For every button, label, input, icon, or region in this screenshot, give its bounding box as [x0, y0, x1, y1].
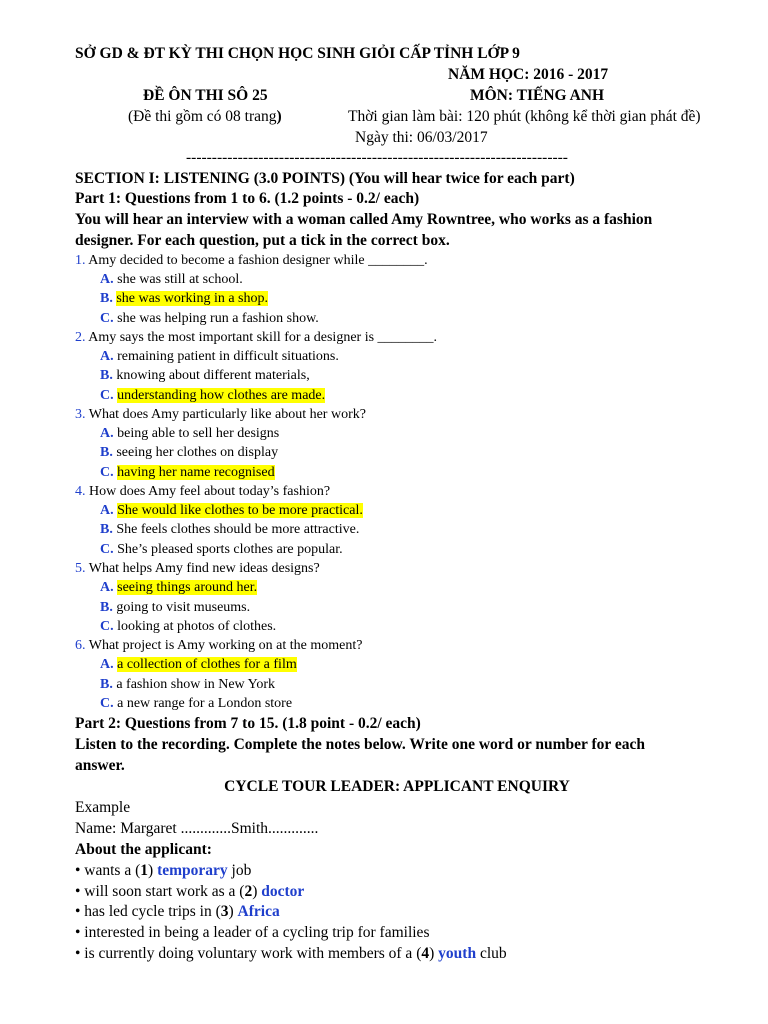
note-item: • interested in being a leader of a cycling trip for families — [75, 924, 430, 941]
exam-date: Ngày thi: 06/03/2017 — [355, 129, 488, 146]
note-item: • has led cycle trips in (3) Africa — [75, 903, 280, 920]
page-count: (Đề thi gồm có 08 trang) — [128, 108, 282, 125]
option[interactable]: A. remaining patient in difficult situations. — [100, 349, 339, 364]
example-name: Name: Margaret .............Smith............. — [75, 820, 319, 837]
option[interactable]: B. a fashion show in New York — [100, 677, 276, 692]
option[interactable]: B. She feels clothes should be more attractive. — [100, 522, 360, 537]
option[interactable]: B. knowing about different materials, — [100, 368, 310, 383]
option[interactable]: B. seeing her clothes on display — [100, 445, 279, 460]
school-year: NĂM HỌC: 2016 - 2017 — [448, 66, 609, 83]
part1-instruction: designer. For each question, put a tick in the correct box. — [75, 232, 450, 249]
answer-input[interactable]: doctor — [261, 883, 305, 900]
question: 6. What project is Amy working on at the moment? — [75, 638, 363, 653]
part2-title: Part 2: Questions from 7 to 15. (1.8 point - 0.2/ each) — [75, 715, 421, 732]
part2-instruction: answer. — [75, 757, 125, 774]
answer-input[interactable]: youth — [438, 945, 477, 962]
option[interactable]: B. going to visit museums. — [100, 600, 251, 615]
option-answer[interactable]: C. having her name recognised — [100, 465, 275, 480]
option-answer[interactable]: B. she was working in a shop. — [100, 291, 268, 306]
option[interactable]: C. she was helping run a fashion show. — [100, 311, 319, 326]
answer-input[interactable]: temporary — [157, 862, 228, 879]
option-answer[interactable]: A. She would like clothes to be more practical. — [100, 503, 363, 518]
question: 1. Amy decided to become a fashion designer while ________. — [75, 253, 428, 268]
option[interactable]: A. she was still at school. — [100, 272, 243, 287]
note-item: • will soon start work as a (2) doctor — [75, 883, 305, 900]
question: 5. What helps Amy find new ideas designs? — [75, 561, 320, 576]
option[interactable]: C. a new range for a London store — [100, 696, 293, 711]
option-answer[interactable]: A. seeing things around her. — [100, 580, 258, 595]
exam-time: Thời gian làm bài: 120 phút (không kể thời gian phát đề) — [348, 108, 701, 125]
question: 2. Amy says the most important skill for a designer is ________. — [75, 330, 438, 345]
about-heading: About the applicant: — [75, 841, 212, 858]
note-item: • is currently doing voluntary work with members of a (4) youth club — [75, 945, 507, 962]
answer-input[interactable]: Africa — [237, 903, 280, 920]
example-label: Example — [75, 799, 131, 816]
note-item: • wants a (1) temporary job — [75, 862, 252, 879]
part2-instruction: Listen to the recording. Complete the notes below. Write one word or number for each — [75, 736, 646, 753]
part2-heading-row — [0, 777, 768, 797]
option[interactable]: A. being able to sell her designs — [100, 426, 280, 441]
divider: -------------------------------------------------------------------------- — [186, 149, 568, 166]
exam-number: ĐỀ ÔN THI SÔ 25 — [143, 87, 268, 104]
subject: MÔN: TIẾNG ANH — [470, 87, 605, 104]
part1-title: Part 1: Questions from 1 to 6. (1.2 points - 0.2/ each) — [75, 190, 420, 207]
question: 4. How does Amy feel about today’s fashion? — [75, 484, 331, 499]
section-title: SECTION I: LISTENING (3.0 POINTS) (You will hear twice for each part) — [75, 170, 575, 187]
part1-instruction: You will hear an interview with a woman called Amy Rowntree, who works as a fashion — [75, 211, 653, 228]
question: 3. What does Amy particularly like about her work? — [75, 407, 366, 422]
option[interactable]: C. looking at photos of clothes. — [100, 619, 277, 634]
option-answer[interactable]: A. a collection of clothes for a film — [100, 657, 297, 672]
part2-heading: CYCLE TOUR LEADER: APPLICANT ENQUIRY — [224, 778, 570, 795]
option[interactable]: C. She’s pleased sports clothes are popular. — [100, 542, 343, 557]
option-answer[interactable]: C. understanding how clothes are made. — [100, 388, 326, 403]
header-title: SỞ GD & ĐT KỲ THI CHỌN HỌC SINH GIỎI CẤP TỈNH LỚP 9 — [75, 45, 520, 62]
